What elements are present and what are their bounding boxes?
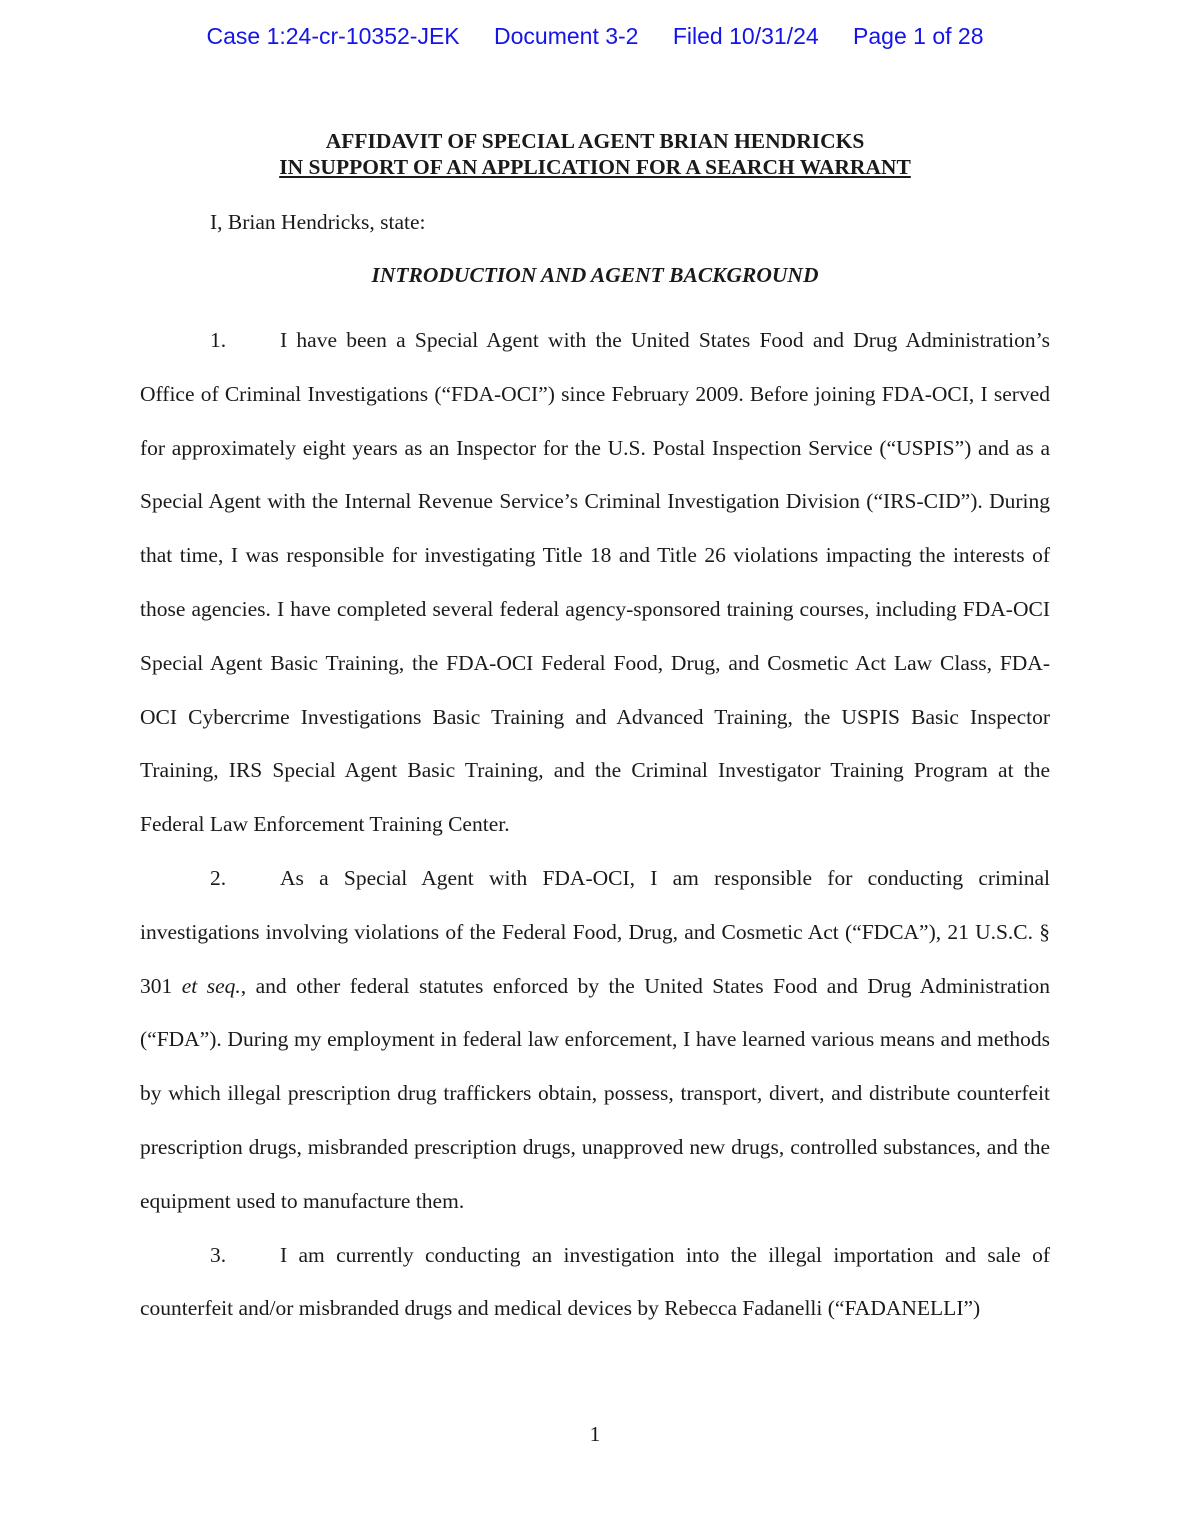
court-filing-stamp [0, 22, 1190, 50]
paragraph-2 [140, 852, 1050, 1229]
paragraph-number: 1. [210, 328, 227, 352]
title-line-2: IN SUPPORT OF AN APPLICATION FOR A SEARCH WARRANT [279, 155, 911, 179]
paragraph-text: I have been a Special Agent with the United States Food and Drug Administration’s Office of Criminal Investigations (“FDA-OCI”) since February 2009. Before joining FDA-OCI, I served for approximately eight years as an Inspector for the U.S. Postal Inspection Service (“USPIS”) and as a Special Agent with the Internal Revenue Service’s Criminal Investigation Division (“IRS-CID”). During that time, I was responsible for investigating Title 18 and Title 26 violations impacting the interests of those agencies. I have completed several federal agency-sponsored training courses, including FDA-OCI Special Agent Basic Training, the FDA-OCI Federal Food, Drug, and Cosmetic Act Law Class, FDA-OCI Cybercrime Investigations Basic Training and Advanced Training, the USPIS Basic Inspector Training, IRS Special Agent Basic Training, and the Criminal Investigator Training Program at the Federal Law Enforcement Training Center. [140, 328, 1050, 837]
case-number: Case 1:24-cr-10352-JEK [206, 23, 460, 49]
paragraph-1 [140, 314, 1050, 852]
page-count: Page 1 of 28 [853, 23, 984, 49]
document-title [0, 128, 1190, 180]
page-number: 1 [589, 1422, 601, 1446]
paragraph-text-continued: , and other federal statutes enforced by the United States Food and Drug Administration (“FDA”). During my employment in federal law enforcement, I have learned various means and methods by which illegal prescription drug traffickers obtain, possess, transport, divert, and distribute counterfeit prescription drugs, misbranded prescription drugs, unapproved new drugs, controlled substances, and the equipment used to manufacture them. [140, 973, 1050, 1213]
paragraph-text: As a Special Agent with FDA-OCI, I am responsible for conducting criminal investigations involving violations of the Federal Food, Drug, and Cosmetic Act (“FDCA”), 21 U.S.C. § 301 [140, 865, 1050, 998]
paragraph-number: 3. [210, 1242, 227, 1267]
paragraph-number: 2. [210, 865, 227, 890]
affiant-statement: I, Brian Hendricks, state: [210, 210, 426, 234]
document-number: Document 3-2 [494, 23, 639, 49]
title-line-1: AFFIDAVIT OF SPECIAL AGENT BRIAN HENDRICKS [325, 129, 865, 153]
document-body [140, 314, 1050, 1336]
paragraph-3 [140, 1229, 1050, 1337]
paragraph-text: I am currently conducting an investigation into the illegal importation and sale of counterfeit and/or misbranded drugs and medical devices by Rebecca Fadanelli (“FADANELLI”) [140, 1242, 1050, 1321]
latin-citation: et seq. [181, 973, 241, 998]
filed-date: Filed 10/31/24 [672, 23, 819, 49]
section-heading: INTRODUCTION AND AGENT BACKGROUND [371, 263, 819, 287]
